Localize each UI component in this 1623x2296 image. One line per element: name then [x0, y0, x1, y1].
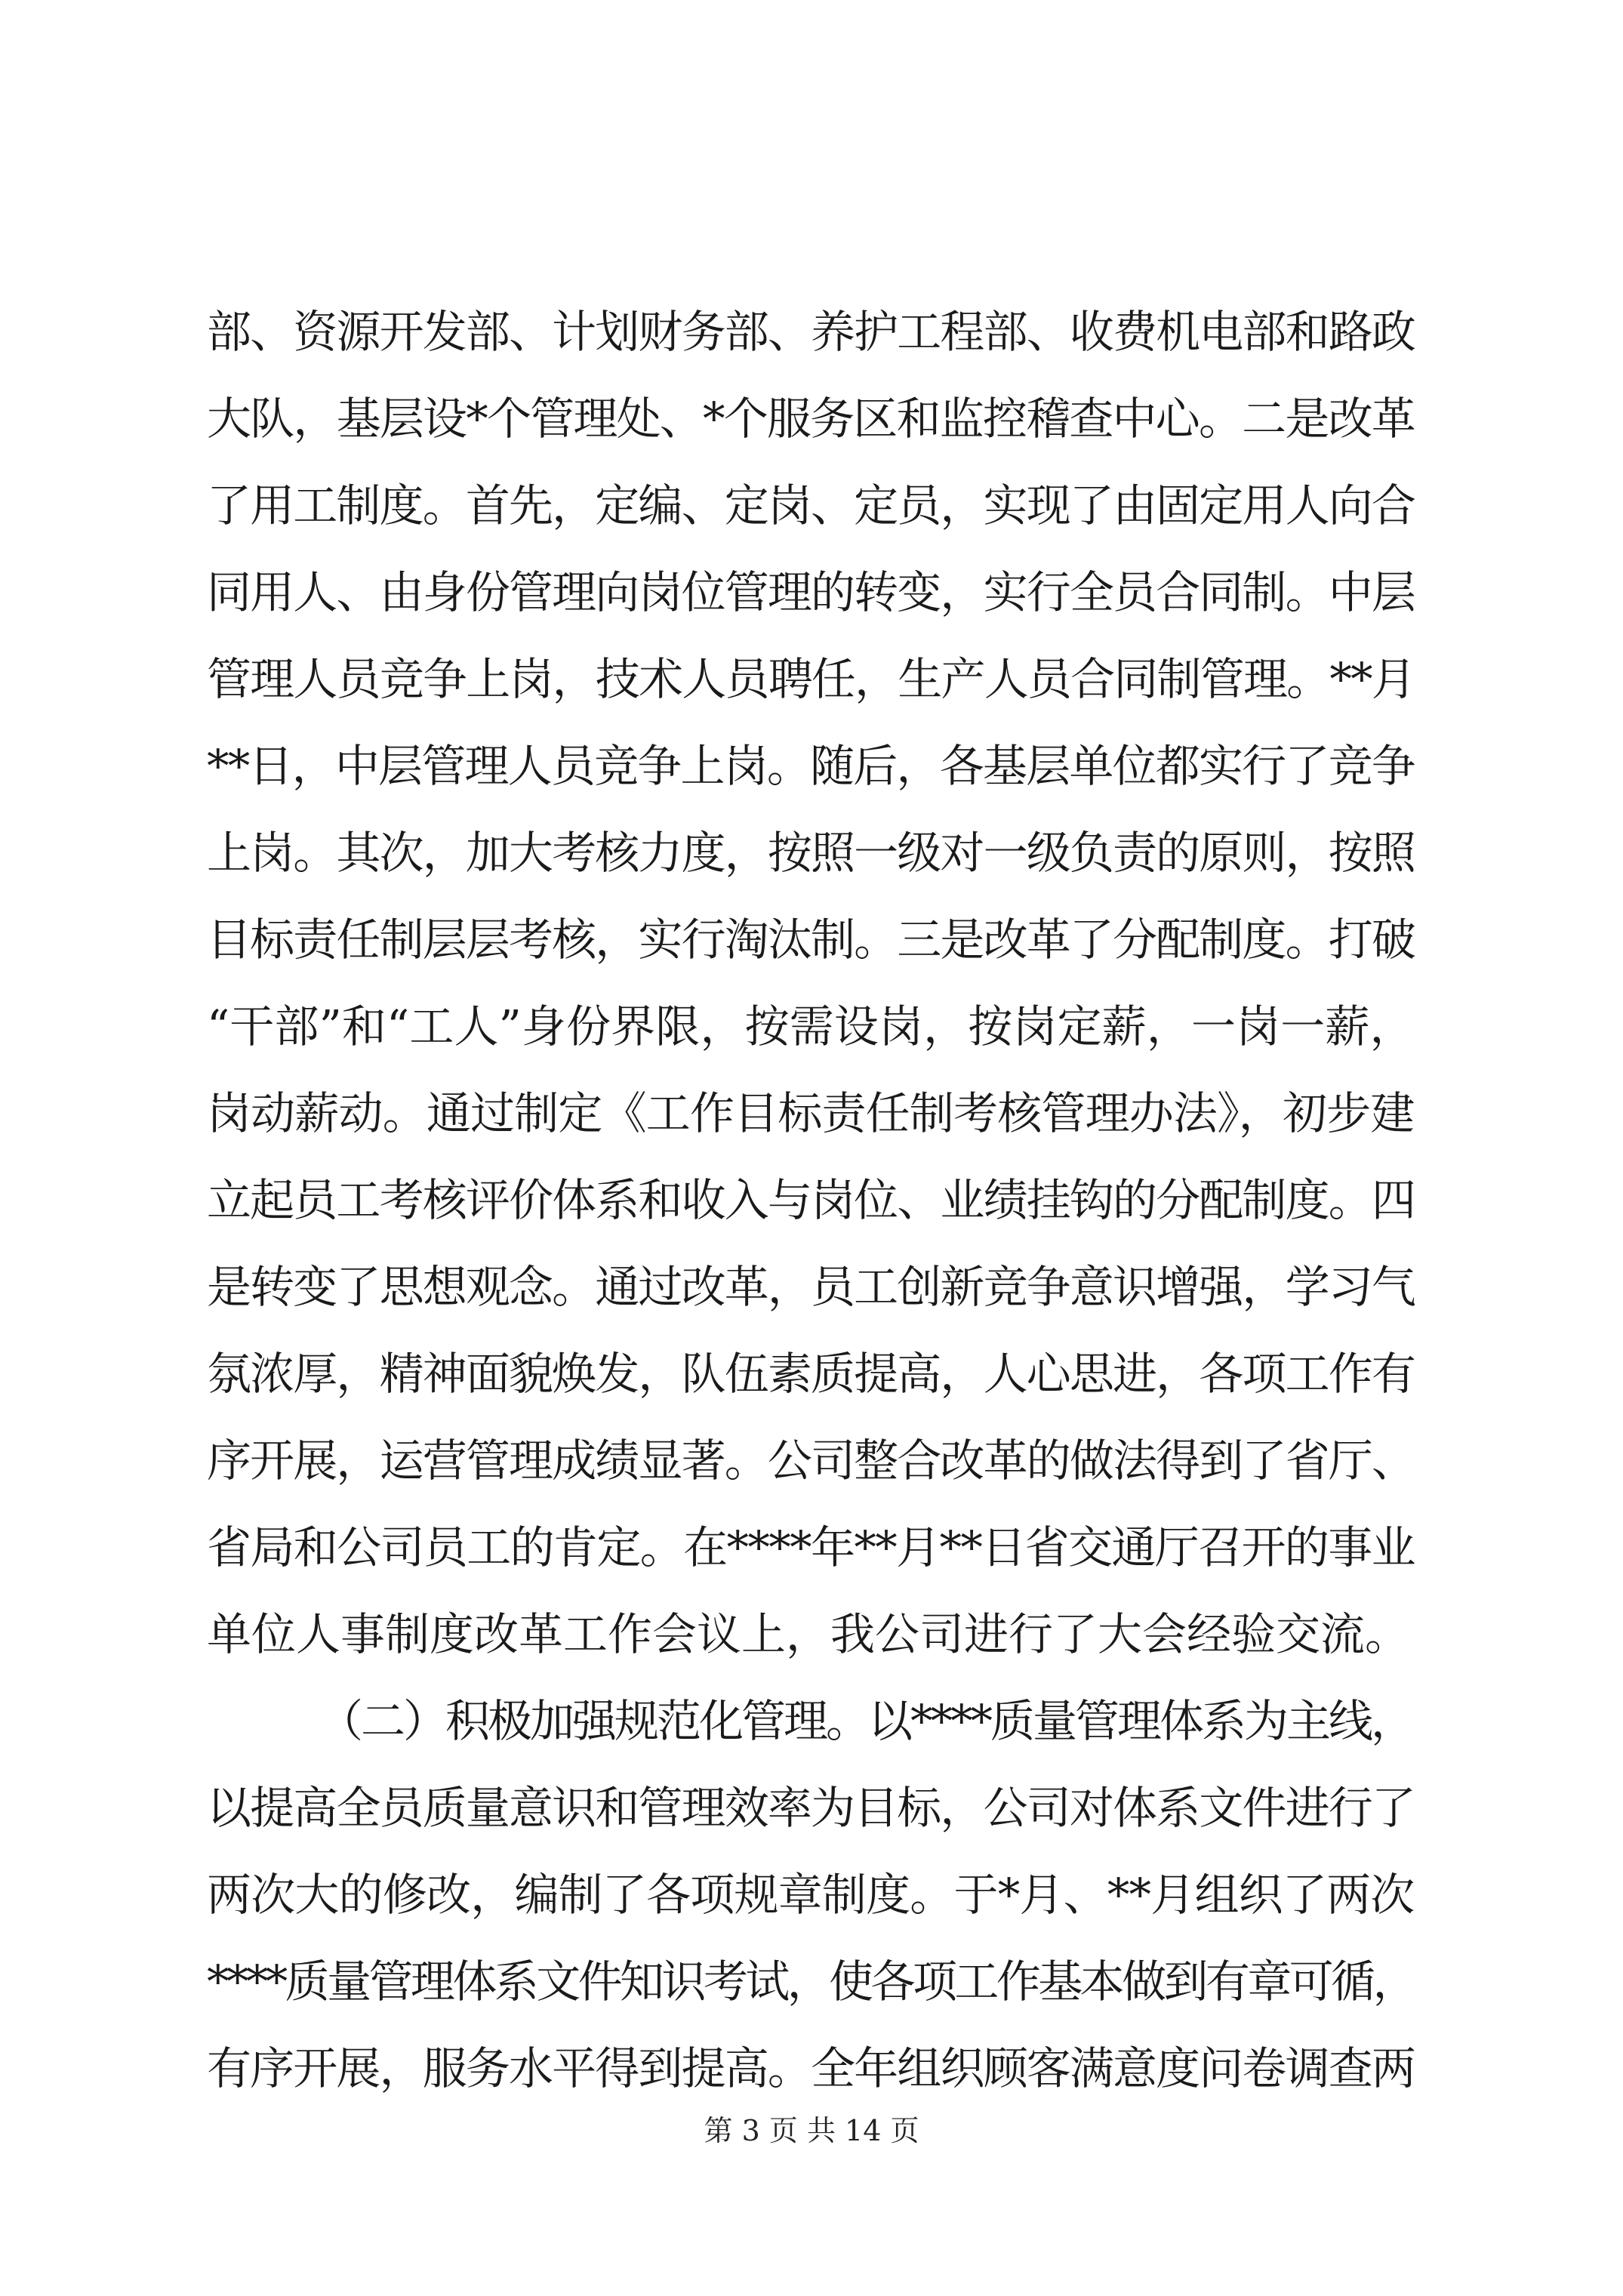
- text-line: 是转变了思想观念。通过改革，员工创新竞争意识增强，学习气: [207, 1261, 1415, 1313]
- text-line: 目标责任制层层考核，实行淘汰制。三是改革了分配制度。打破: [207, 914, 1415, 966]
- text-line: 岗动薪动。通过制定《工作目标责任制考核管理办法》，初步建: [207, 1087, 1415, 1139]
- text-line: 立起员工考核评价体系和收入与岗位、业绩挂钩的分配制度。四: [207, 1174, 1415, 1226]
- text-line: ****质量管理体系文件知识考试，使各项工作基本做到有章可循，: [207, 1955, 1415, 2008]
- text-line: 了用工制度。首先，定编、定岗、定员，实现了由固定用人向合: [207, 479, 1415, 532]
- text-line: **日，中层管理人员竞争上岗。随后，各基层单位都实行了竞争: [207, 740, 1415, 792]
- text-line: 同用人、由身份管理向岗位管理的转变，实行全员合同制。中层: [207, 566, 1415, 618]
- text-line: 管理人员竞争上岗，技术人员聘任，生产人员合同制管理。**月: [207, 653, 1415, 705]
- text-line: 以提高全员质量意识和管理效率为目标，公司对体系文件进行了: [207, 1782, 1415, 1834]
- text-line: 上岗。其次，加大考核力度，按照一级对一级负责的原则，按照: [207, 827, 1415, 879]
- text-line: 序开展，运营管理成绩显著。公司整合改革的做法得到了省厅、: [207, 1435, 1415, 1487]
- text-line: 氛浓厚，精神面貌焕发，队伍素质提高，人心思进，各项工作有: [207, 1348, 1415, 1400]
- text-line: 大队，基层设*个管理处、*个服务区和监控稽查中心。二是改革: [207, 393, 1415, 445]
- page-footer: 第 3 页 共 14 页: [704, 2114, 919, 2147]
- text-line: 两次大的修改，编制了各项规章制度。于*月、**月组织了两次: [207, 1869, 1415, 1921]
- text-line: 省局和公司员工的肯定。在****年**月**日省交通厅召开的事业: [207, 1521, 1415, 1573]
- text-line: 部、资源开发部、计划财务部、养护工程部、收费机电部和路政: [207, 306, 1415, 358]
- text-line: 单位人事制度改革工作会议上，我公司进行了大会经验交流。: [207, 1608, 1410, 1660]
- paragraph-heading-line: （二）积极加强规范化管理。以****质量管理体系为主线，: [319, 1695, 1414, 1747]
- text-line: “干部”和“工人”身份界限，按需设岗，按岗定薪，一岗一薪，: [207, 1000, 1415, 1052]
- text-line: 有序开展，服务水平得到提高。全年组织顾客满意度问卷调查两: [207, 2042, 1415, 2094]
